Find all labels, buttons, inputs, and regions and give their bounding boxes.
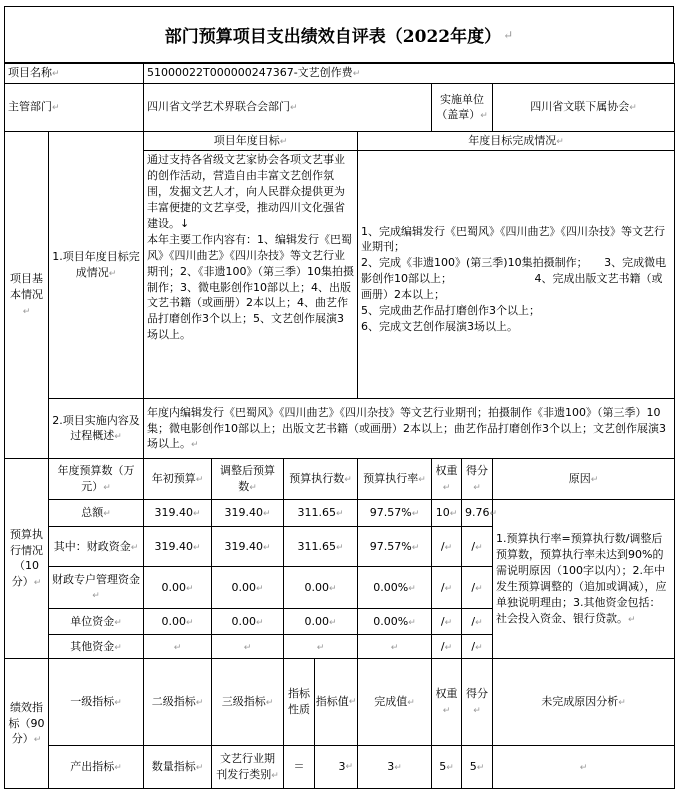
budget-score: /↵ — [462, 527, 493, 567]
budget-adjusted: 0.00↵ — [212, 567, 284, 609]
nature-header: 指标性质 — [284, 659, 315, 745]
budget-initial: ↵ — [144, 635, 212, 659]
budget-initial: 319.40↵ — [144, 527, 212, 567]
perf-nature-target — [284, 746, 358, 789]
level1-header: 一级指标↵ — [49, 659, 144, 746]
impl-unit-value: 四川省文联下属协会↵ — [493, 84, 675, 132]
title-paragraph-mark: ↵ — [503, 27, 514, 42]
budget-weight: /↵ — [432, 567, 462, 609]
form-title-text: 部门预算项目支出绩效自评表（2022年度） — [164, 27, 502, 47]
evaluation-table — [4, 63, 675, 789]
completion-text — [358, 161, 675, 399]
department-row — [5, 84, 675, 132]
goal-completion-label: 1.项目年度目标完成情况↵ — [49, 132, 144, 399]
dept-value: 四川省文学艺术界联合会部门↵ — [144, 84, 432, 132]
level3-header: 三级指标↵ — [212, 659, 284, 746]
budget-initial: 319.40↵ — [144, 500, 212, 527]
perf-target: 3 ↵ — [338, 760, 354, 774]
budget-row-total — [5, 500, 675, 527]
perf-header-row — [5, 659, 675, 746]
actual-header: 完成值↵ — [358, 659, 432, 746]
analysis-header: 未完成原因分析↵ — [493, 659, 675, 746]
project-name-label: 项目名称↵ — [5, 64, 144, 84]
perf-level2: 数量指标↵ — [144, 746, 212, 789]
score-header: 得分↵ — [462, 459, 493, 500]
budget-row-name: 单位资金↵ — [49, 609, 144, 635]
completion-line: 1、完成编辑发行《巴蜀风》《四川曲艺》《四川杂技》等文艺行业期刊； — [361, 224, 666, 254]
dept-label: 主管部门↵ — [5, 84, 144, 132]
goal-text — [144, 151, 358, 399]
perf-weight-header: 权重↵ — [432, 659, 462, 746]
budget-initial: 0.00↵ — [144, 567, 212, 609]
budget-executed: 311.65↵ — [284, 500, 358, 527]
budget-row-name: 财政专户管理资金↵ — [49, 567, 144, 609]
initial-budget-header: 年初预算↵ — [144, 459, 212, 500]
completion-line: 5、完成曲艺作品打磨创作3个以上； — [361, 304, 541, 318]
budget-header-row — [5, 459, 675, 500]
completion-line: 2、完成《非遗100》(第三季)10集拍摄制作； 3、完成微电影创作10部以上； 4、完成出版文艺书籍（或画册）2本以上； — [361, 256, 667, 302]
process-text: 年度内编辑发行《巴蜀风》《四川曲艺》《四川杂技》等文艺行业期刊；拍摄制作《非遗100》（第三季）10集；微电影创作10部以上；出版文艺书籍（或画册）2本以上；曲艺作品打磨创作3个以上；文艺创作展演3场以上。↵ — [144, 399, 675, 459]
budget-score: /↵ — [462, 567, 493, 609]
budget-weight: /↵ — [432, 609, 462, 635]
rate-header: 预算执行率↵ — [358, 459, 432, 500]
budget-category-header: 年度预算数（万元）↵ — [49, 459, 144, 500]
budget-rate: ↵ — [358, 635, 432, 659]
budget-executed: ↵ — [284, 635, 358, 659]
perf-score: 5↵ — [462, 746, 493, 789]
budget-score: /↵ — [462, 635, 493, 659]
budget-section-label: 预算执行情况（10分）↵ — [5, 459, 49, 659]
perf-actual: 3↵ — [358, 746, 432, 789]
perf-level3: 文艺行业期刊发行类别↵ — [212, 746, 284, 789]
budget-weight: 10↵ — [432, 500, 462, 527]
completion-header: 年度目标完成情况↵ — [358, 132, 675, 151]
budget-adjusted: 319.40↵ — [212, 527, 284, 567]
budget-rate: 97.57%↵ — [358, 527, 432, 567]
budget-adjusted: 0.00↵ — [212, 609, 284, 635]
perf-weight: 5↵ — [432, 746, 462, 789]
perf-analysis: ↵ — [493, 746, 675, 789]
goal-header: 项目年度目标↵ — [144, 132, 358, 151]
form-title — [4, 6, 674, 63]
goal-text-intro: 通过支持各省级文艺家协会各项文艺事业的创作活动，营造自由丰富文艺创作氛围，发掘文艺人才，向人民群众提供更为丰富便捷的文艺享受，推动四川文化强省建设。↓ — [147, 153, 346, 230]
perf-score-header: 得分↵ — [462, 659, 493, 746]
target-header: 指标值 ↵ — [315, 695, 357, 709]
budget-row-name: 总额↵ — [49, 500, 144, 527]
perf-section-label: 绩效指标（90分）↵ — [5, 659, 49, 789]
evaluation-form — [4, 6, 674, 794]
budget-weight: /↵ — [432, 527, 462, 567]
budget-executed: 311.65↵ — [284, 527, 358, 567]
budget-score: 9.76↵ — [462, 500, 493, 527]
budget-reason-text: 1.预算执行率=预算执行数/调整后预算数，预算执行率未达到90%的需说明原因（100字以内）；2.年中发生预算调整的（追加或调减），应单独说明理由；3.其他资金包括：社会投入资金、银行贷款。↵ — [493, 500, 675, 659]
executed-header: 预算执行数↵ — [284, 459, 358, 500]
budget-row-name: 其他资金↵ — [49, 635, 144, 659]
basic-section-label: 项目基本情况↵ — [5, 132, 49, 459]
weight-header: 权重↵ — [432, 459, 462, 500]
basic-header-row — [5, 132, 675, 151]
level2-header: 二级指标↵ — [144, 659, 212, 746]
project-name-row — [5, 64, 675, 84]
reason-header: 原因↵ — [493, 459, 675, 500]
perf-row — [5, 746, 675, 789]
budget-adjusted: 319.40↵ — [212, 500, 284, 527]
impl-unit-label: 实施单位（盖章）↵ — [432, 84, 493, 132]
budget-executed: 0.00↵ — [284, 609, 358, 635]
perf-nature: ＝ — [284, 746, 315, 788]
budget-weight: /↵ — [432, 635, 462, 659]
budget-executed: 0.00↵ — [284, 567, 358, 609]
goal-text-tasks: 本年主要工作内容有：1、编辑发行《巴蜀风》《四川曲艺》《四川杂技》等文艺行业期刊；2、《非遗100》（第三季）10集拍摄制作；3、微电影创作10部以上；4、出版文艺书籍（或画册）2本以上；4、曲艺作品打磨创作3个以上；5、文艺创作展演3场以上。 — [147, 232, 355, 342]
completion-line: 6、完成文艺创作展演3场以上。 — [361, 320, 519, 334]
perf-level1: 产出指标↵ — [49, 746, 144, 789]
project-name-value: 51000022T000000247367-文艺创作费↵ — [144, 64, 675, 84]
budget-rate: 0.00%↵ — [358, 567, 432, 609]
adjusted-budget-header: 调整后预算数↵ — [212, 459, 284, 500]
budget-score: /↵ — [462, 609, 493, 635]
budget-initial: 0.00↵ — [144, 609, 212, 635]
budget-rate: 0.00%↵ — [358, 609, 432, 635]
process-row — [5, 399, 675, 459]
completion-spacer — [358, 151, 675, 161]
process-label: 2.项目实施内容及过程概述↵ — [49, 399, 144, 459]
nature-target-header — [284, 659, 358, 746]
budget-row-name: 其中：财政资金↵ — [49, 527, 144, 567]
budget-adjusted: ↵ — [212, 635, 284, 659]
budget-rate: 97.57%↵ — [358, 500, 432, 527]
